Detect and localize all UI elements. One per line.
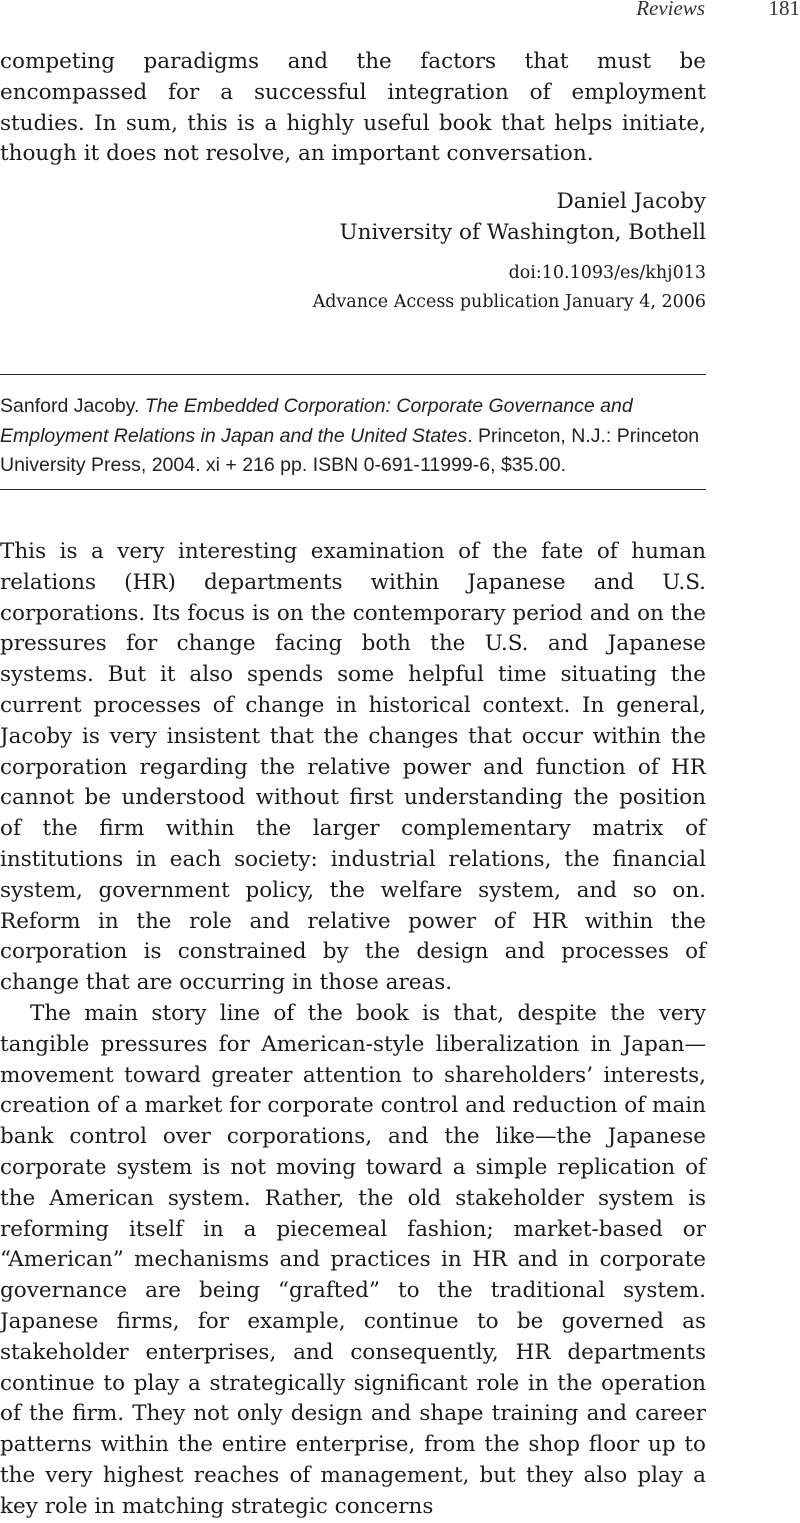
bottom-divider — [0, 489, 706, 490]
book-details: . Princeton, N.J.: Princeton University Press, 2004. xi + 216 pp. ISBN 0-691-11999-6, $35.00. — [0, 425, 699, 477]
review-body — [0, 537, 706, 1523]
page-number: 181 — [769, 0, 800, 21]
running-head — [0, 0, 800, 22]
reviewer-signature — [340, 186, 706, 248]
publication-info — [313, 259, 706, 317]
reviewer-name: Daniel Jacoby — [340, 186, 706, 217]
reviewer-affiliation: University of Washington, Bothell — [340, 217, 706, 248]
intro-paragraph: competing paradigms and the factors that must be encompassed for a successful integration of employment studies. In sum, this is a highly useful book that helps initiate, though it does not resolve, an important conversation. — [0, 47, 706, 170]
book-title: The Embedded Corporation: Corporate Governance and Employment Relations in Japan and the United States — [0, 395, 633, 447]
book-citation — [0, 392, 712, 481]
top-divider — [0, 374, 706, 375]
review-paragraph: This is a very interesting examination of the fate of human relations (HR) departments within Japanese and U.S. corporations. Its focus is on the contemporary period and on the pressures for change facing both the U.S. and Japanese systems. But it also spends some helpful time situating the current processes of change in historical context. In general, Jacoby is very insistent that the changes that occur within the corporation regarding the relative power and function of HR cannot be understood without first understanding the position of the firm within the larger complementary matrix of institutions in each society: industrial relations, the financial system, government policy, the welfare system, and so on. Reform in the role and relative power of HR within the corporation is constrained by the design and processes of change that are occurring in those areas. — [0, 537, 706, 999]
section-title: Reviews — [636, 0, 705, 21]
review-paragraph: The main story line of the book is that, despite the very tangible pressures for American-style liberalization in Japan—movement toward greater attention to shareholders’ interests, creation of a market for corporate control and reduction of main bank control over corporations, and the like—the Japanese corporate system is not moving toward a simple replication of the American system. Rather, the old stakeholder system is reforming itself in a piecemeal fashion; market-based or “American” mechanisms and practices in HR and in corporate governance are being “grafted” to the traditional system. Japanese firms, for example, continue to be governed as stakeholder enterprises, and consequently, HR departments continue to play a strategically significant role in the operation of the firm. They not only design and shape training and career patterns within the entire enterprise, from the shop floor up to the very highest reaches of management, but they also play a key role in matching strategic concerns — [0, 999, 706, 1523]
doi: doi:10.1093/es/khj013 — [313, 259, 706, 288]
book-author: Sanford Jacoby. — [0, 395, 145, 417]
advance-access-date: Advance Access publication January 4, 2006 — [313, 288, 706, 317]
